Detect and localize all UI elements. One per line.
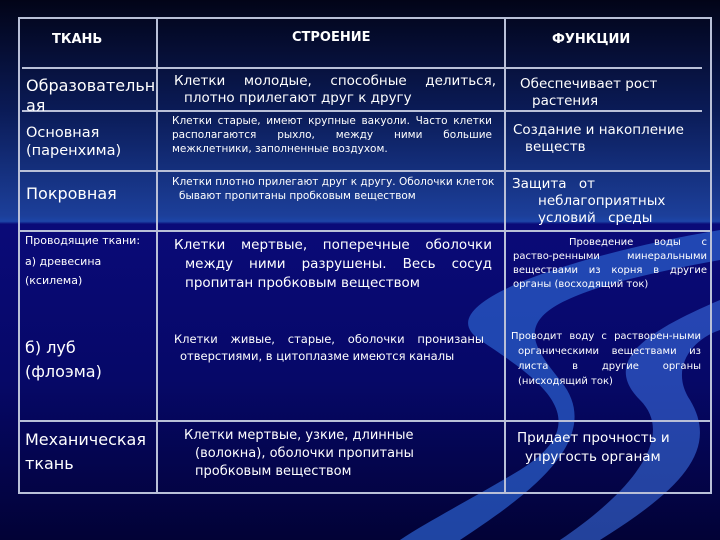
header-functions: ФУНКЦИИ [552,32,631,47]
tissue-name: Покровная [26,184,117,203]
tissue-name: а) древесина (ксилема) [25,255,102,287]
function-text: Защита от неблагоприятных условий среды [512,176,666,226]
structure-text: Клетки мертвые, поперечные оболочки между ними разрушены. Весь сосуд пропитан пробковым веществом [174,237,492,291]
conducting-tissue-title: Проводящие ткани: [25,234,141,247]
header-tissue: ТКАНЬ [52,32,103,47]
structure-text: Клетки молодые, способные делиться, плотно прилегают друг к другу [174,73,496,106]
function-text: Придает прочность и упругость органам [517,430,670,465]
header-structure: СТРОЕНИЕ [292,30,371,45]
function-text: Создание и накопление веществ [513,122,684,155]
function-text: Обеспечивает рост растения [520,76,658,109]
structure-text: Клетки мертвые, узкие, длинные (волокна), оболочки пропитаны пробковым веществом [184,428,414,479]
structure-text: Клетки живые, старые, оболочки пронизаны отверстиями, в цитоплазме имеются каналы [174,332,484,363]
tissue-name: Образовательн ая [26,76,156,115]
function-text: Проведение воды с раство-ренными минеральными веществами из корня в другие органы (восходящий ток) [513,237,707,290]
structure-text: Клетки старые, имеют крупные вакуоли. Часто клетки располагаются рыхло, между ними большие межклетники, заполненные воздухом. [172,115,492,155]
function-text: Проводит воду с растворен-ными органическими веществами из листа в другие органы (нисходящий ток) [511,331,701,387]
tissue-name: б) луб (флоэма) [25,338,102,381]
structure-text: Клетки плотно прилегают друг к другу. Оболочки клеток бывают пропитаны пробковым веществом [172,176,495,202]
tissue-name: Основная (паренхима) [26,125,122,160]
tissue-name: Механическая ткань [25,430,146,473]
